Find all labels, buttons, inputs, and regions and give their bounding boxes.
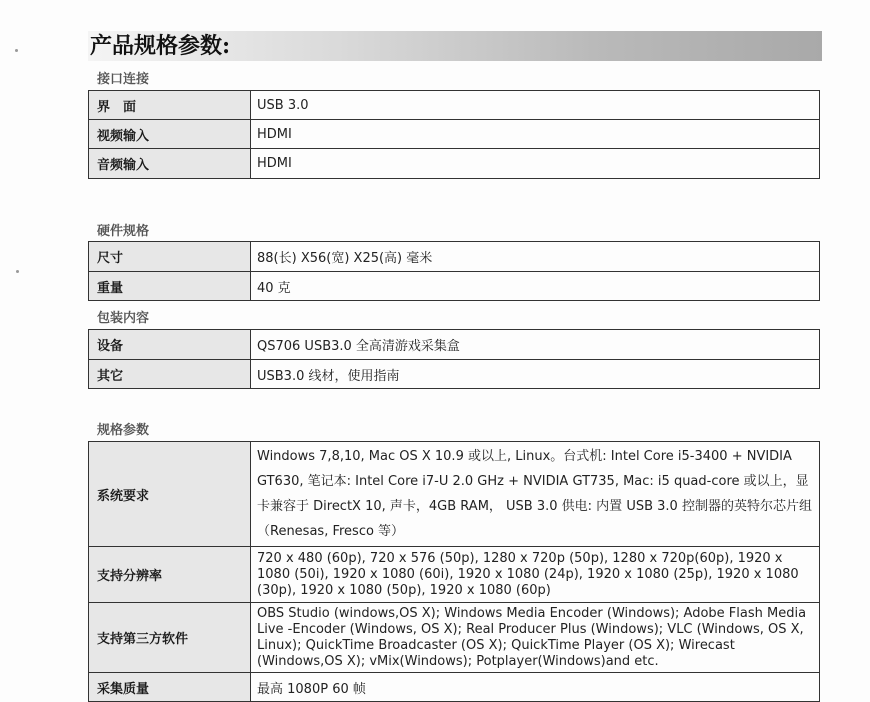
table-row xyxy=(89,360,820,389)
table-row xyxy=(89,547,820,603)
section-heading-interface: 接口连接 xyxy=(97,72,150,87)
row-value: HDMI xyxy=(251,149,820,179)
section-heading-package: 包装内容 xyxy=(97,311,150,326)
row-label: 视频输入 xyxy=(89,120,251,149)
table-row xyxy=(89,120,820,149)
section-heading-specs: 规格参数 xyxy=(97,423,150,438)
table-row xyxy=(89,149,820,179)
row-label: 支持分辨率 xyxy=(89,547,251,603)
table-row xyxy=(89,91,820,120)
table-row xyxy=(89,272,820,301)
row-value: HDMI xyxy=(251,120,820,149)
row-label: 系统要求 xyxy=(89,442,251,547)
row-value: 最高 1080P 60 帧 xyxy=(251,673,820,702)
table-row xyxy=(89,242,820,272)
row-label: 采集质量 xyxy=(89,673,251,702)
row-label: 设备 xyxy=(89,330,251,360)
row-value: USB 3.0 xyxy=(251,91,820,120)
scan-speck xyxy=(15,49,18,52)
row-value: USB3.0 线材，使用指南 xyxy=(251,360,820,389)
scan-speck xyxy=(16,270,19,273)
row-value: 40 克 xyxy=(251,272,820,301)
row-label: 界 面 xyxy=(89,91,251,120)
section-heading-hardware: 硬件规格 xyxy=(97,224,150,239)
row-value: Windows 7,8,10, Mac OS X 10.9 或以上, Linux。台式机: Intel Core i5-3400 + NVIDIA GT630, 笔记本: Intel Core i7-U 2.0 GHz + NVIDIA GT735, Mac: i5 quad-core 或以上，显卡兼容于 DirectX 10, 声卡，4GB RAM， USB 3.0 供电: 内置 USB 3.0 控制器的英特尔芯片组（Renesas, Fresco 等） xyxy=(251,442,820,547)
row-label: 尺寸 xyxy=(89,242,251,272)
hardware-table xyxy=(88,241,820,301)
package-table xyxy=(88,329,820,389)
row-label: 音频输入 xyxy=(89,149,251,179)
row-label: 重量 xyxy=(89,272,251,301)
row-value: 88(长) X56(宽) X25(高) 毫米 xyxy=(251,242,820,272)
row-value: 720 x 480 (60p), 720 x 576 (50p), 1280 x 720p (50p), 1280 x 720p(60p), 1920 x 1080 (50i), 1920 x 1080 (60i), 1920 x 1080 (24p), 1920 x 1080 (25p), 1920 x 1080 (30p), 1920 x 1080 (50p), 1920 x 1080 (60p) xyxy=(251,547,820,603)
row-value: OBS Studio (windows,OS X); Windows Media Encoder (Windows); Adobe Flash Media Live -Encoder (Windows, OS X); Real Producer Plus (Windows); VLC (Windows, OS X, Linux); QuickTime Broadcaster (OS X); QuickTime Player (OS X); Wirecast (Windows,OS X); vMix(Windows); Potplayer(Windows)and etc. xyxy=(251,603,820,673)
table-row xyxy=(89,673,820,702)
row-label: 支持第三方软件 xyxy=(89,603,251,673)
row-label: 其它 xyxy=(89,360,251,389)
table-row xyxy=(89,330,820,360)
specs-table xyxy=(88,441,820,702)
table-row xyxy=(89,442,820,547)
interface-table xyxy=(88,90,820,179)
page-title: 产品规格参数: xyxy=(88,31,822,61)
table-row xyxy=(89,603,820,673)
row-value: QS706 USB3.0 全高清游戏采集盒 xyxy=(251,330,820,360)
